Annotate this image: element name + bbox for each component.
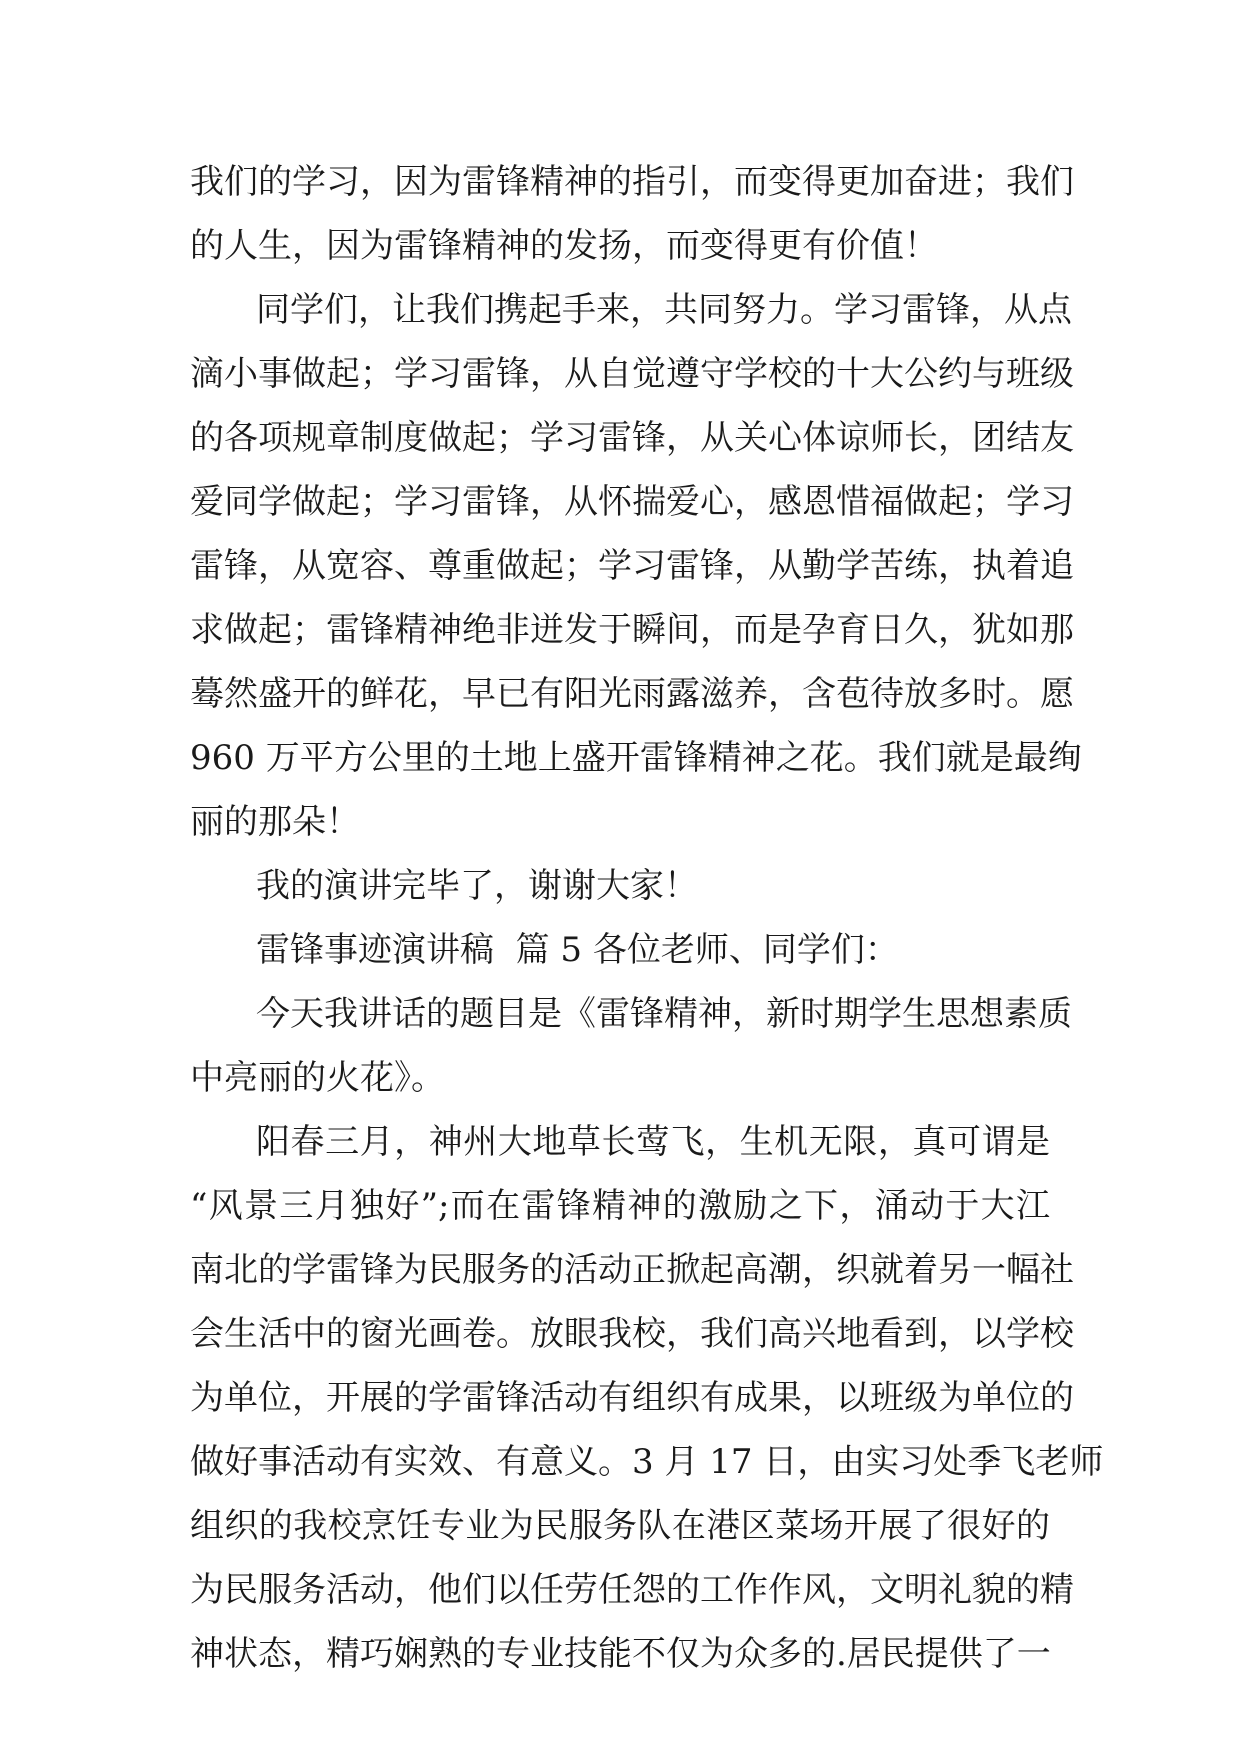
text-line: 南北的学雷锋为民服务的活动正掀起高潮，织就着另一幅社 (190, 1250, 1074, 1290)
text-line: 今天我讲话的题目是《雷锋精神，新时期学生思想素质 (256, 994, 1072, 1034)
text-line: 滴小事做起；学习雷锋，从自觉遵守学校的十大公约与班级 (190, 354, 1074, 394)
section-heading: 雷锋事迹演讲稿 篇 5 各位老师、同学们： (256, 930, 899, 970)
text-line: 960 万平方公里的土地上盛开雷锋精神之花。我们就是最绚 (190, 738, 1082, 778)
text-line: 丽的那朵！ (190, 802, 360, 842)
text-line: 的各项规章制度做起；学习雷锋，从关心体谅师长，团结友 (190, 418, 1074, 458)
text-line: 做好事活动有实效、有意义。3 月 17 日，由实习处季飞老师 (190, 1442, 1104, 1482)
text-line: “风景三月独好”;而在雷锋精神的激励之下，涌动于大江 (190, 1186, 1050, 1226)
text-line: 蓦然盛开的鲜花，早已有阳光雨露滋养，含苞待放多时。愿 (190, 674, 1074, 714)
text-line: 的人生，因为雷锋精神的发扬，而变得更有价值！ (190, 226, 938, 266)
text-line: 爱同学做起；学习雷锋，从怀揣爱心，感恩惜福做起；学习 (190, 482, 1074, 522)
text-line: 中亮丽的火花》。 (190, 1058, 445, 1098)
text-line: 我的演讲完毕了，谢谢大家！ (256, 866, 698, 906)
body-text (190, 150, 1104, 1686)
text-line: 为单位，开展的学雷锋活动有组织有成果，以班级为单位的 (190, 1378, 1074, 1418)
text-line: 组织的我校烹饪专业为民服务队在港区菜场开展了很好的 (190, 1506, 1050, 1546)
text-line: 阳春三月，神州大地草长莺飞，生机无限，真可谓是 (256, 1122, 1050, 1162)
text-line: 雷锋，从宽容、尊重做起；学习雷锋，从勤学苦练，执着追 (190, 546, 1074, 586)
text-line: 会生活中的窗光画卷。放眼我校，我们高兴地看到，以学校 (190, 1314, 1074, 1354)
text-line: 我们的学习，因为雷锋精神的指引，而变得更加奋进；我们 (190, 162, 1074, 202)
text-line: 求做起；雷锋精神绝非迸发于瞬间，而是孕育日久，犹如那 (190, 610, 1074, 650)
text-line: 同学们，让我们携起手来，共同努力。学习雷锋，从点 (256, 290, 1072, 330)
text-line: 神状态，精巧娴熟的专业技能不仅为众多的.居民提供了一 (190, 1634, 1051, 1674)
text-line: 为民服务活动，他们以任劳任怨的工作作风，文明礼貌的精 (190, 1570, 1074, 1610)
